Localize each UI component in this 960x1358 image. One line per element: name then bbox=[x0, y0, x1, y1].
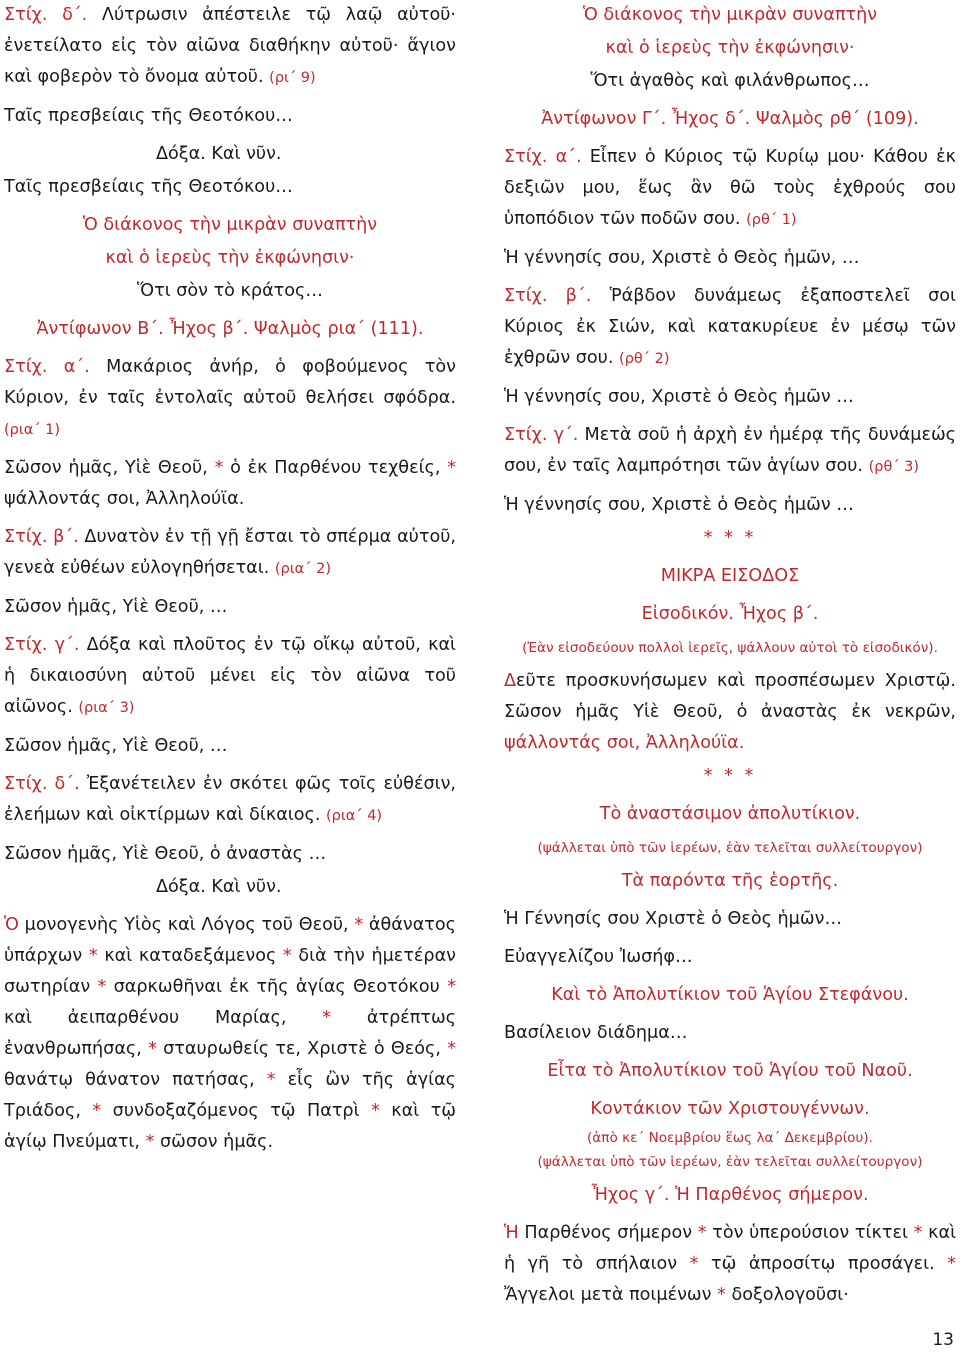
rubric-marker: * bbox=[447, 458, 456, 478]
verse-paragraph bbox=[504, 1218, 956, 1311]
rubric-marker: ψάλλοντάς σοι, Ἀλληλούϊα. bbox=[504, 733, 745, 753]
verse-reference: (ρια΄ 1) bbox=[4, 422, 61, 438]
verse-reference: (ρθ΄ 1) bbox=[746, 212, 797, 228]
verse-text: Μακάριος ἀνήρ, ὁ φοβούμενος τὸν Κύριον, ἐν ταῖς ἐντολαῖς αὐτοῦ θελήσει σφόδρα. bbox=[4, 357, 456, 408]
verse-text: Εἶπεν ὁ Κύριος τῷ Κυρίῳ μου· Κάθου ἐκ δεξιῶν μου, ἕως ἂν θῶ τοὺς ἐχθρούς σου ὑποπόδιον τῶν ποδῶν σου. bbox=[504, 147, 956, 229]
rubric-heading: Εἰσοδικόν. Ἦχος β΄. bbox=[641, 604, 819, 624]
rubric-heading: Εἶτα τὸ Ἀπολυτίκιον τοῦ Ἁγίου τοῦ Ναοῦ. bbox=[547, 1061, 913, 1081]
verse-paragraph bbox=[504, 142, 956, 236]
rubric-marker: * bbox=[717, 1285, 732, 1305]
rubric-heading: Καὶ τὸ Ἀπολυτίκιον τοῦ Ἁγίου Στεφάνου. bbox=[551, 985, 909, 1005]
hymn-line: Ἡ Γέννησίς σου Χριστὲ ὁ Θεὸς ἡμῶν… bbox=[504, 909, 843, 929]
section-divider: * * * bbox=[703, 766, 757, 786]
rubric-marker: Στίχ. γ΄. bbox=[4, 635, 87, 655]
rubric-marker: Στίχ. δ΄. bbox=[4, 5, 102, 25]
verse-paragraph bbox=[504, 666, 956, 759]
rubric-heading: Ὁ διάκονος τὴν μικρὰν συναπτὴν bbox=[582, 5, 878, 25]
rubric-heading: Ἀντίφωνον Β΄. Ἦχος β΄. Ψαλμὸς ρια΄ (111). bbox=[36, 319, 424, 339]
verse-text: Δόξα καὶ πλοῦτος ἐν τῷ οἴκῳ αὐτοῦ, καὶ ἡ δικαιοσύνη αὐτοῦ μένει εἰς τὸν αἰῶνα τοῦ αἰῶνος. bbox=[4, 635, 457, 717]
hymn-line: Ἡ γέννησίς σου, Χριστὲ ὁ Θεὸς ἡμῶν … bbox=[504, 495, 854, 515]
rubric-marker: * bbox=[371, 1101, 392, 1121]
verse-text: καὶ ἀειπαρθένου Μαρίας, bbox=[4, 1008, 323, 1028]
verse-text: Ἐξανέτειλεν ἐν σκότει φῶς τοῖς εὐθέσιν, ἐλεήμων καὶ οἰκτίρμων καὶ δίκαιος. bbox=[4, 774, 456, 825]
doxology-line: Δόξα. Καὶ νῦν. bbox=[156, 877, 282, 897]
rubric-note: (Ἐὰν εἰσοδεύουν πολλοὶ ἱερεῖς, ψάλλουν αὐτοὶ τὸ εἰσοδικόν). bbox=[522, 640, 938, 656]
verse-text: θανάτῳ θάνατον πατήσας, bbox=[4, 1070, 267, 1090]
verse-text: καὶ τῷ ἁγίῳ Πνεύματι, bbox=[4, 1101, 457, 1152]
rubric-marker: * bbox=[697, 1223, 713, 1243]
rubric-marker: Ἡ bbox=[504, 1223, 525, 1243]
verse-text: εῦτε προσκυνήσωμεν καὶ προσπέσωμεν Χριστῷ. Σῶσον ἡμᾶς Υἱὲ Θεοῦ, ὁ ἀναστὰς ἐκ νεκρῶν, bbox=[504, 671, 956, 722]
rubric-marker: Στίχ. β΄. bbox=[504, 286, 610, 306]
rubric-marker: * bbox=[913, 1223, 929, 1243]
rubric-marker: * bbox=[148, 1039, 164, 1059]
ekphonesis-line: Ὅτι ἀγαθὸς καὶ φιλάνθρωπος… bbox=[590, 71, 870, 91]
hymn-line: Ταῖς πρεσβείαις τῆς Θεοτόκου… bbox=[4, 177, 293, 197]
verse-text: μονογενὴς Υἱὸς καὶ Λόγος τοῦ Θεοῦ, bbox=[24, 915, 355, 935]
page-number: 13 bbox=[932, 1330, 954, 1350]
verse-reference: (ρθ΄ 2) bbox=[619, 351, 670, 367]
verse-text: Μετὰ σοῦ ἡ ἀρχὴ ἐν ἡμέρᾳ τῆς δυνάμεώς σου, ἐν ταῖς λαμπρότησι τῶν ἁγίων σου. bbox=[504, 425, 957, 476]
verse-paragraph bbox=[4, 630, 456, 724]
rubric-marker: * bbox=[88, 946, 105, 966]
rubric-marker: Στίχ. α΄. bbox=[4, 357, 107, 377]
verse-reference: (ρια΄ 2) bbox=[274, 561, 331, 577]
rubric-heading: καὶ ὁ ἱερεὺς τὴν ἐκφώνησιν· bbox=[105, 248, 355, 268]
rubric-marker: Ὁ bbox=[4, 915, 25, 935]
rubric-note: (ἀπὸ κε΄ Νοεμβρίου ἕως λα΄ Δεκεμβρίου). bbox=[587, 1130, 873, 1146]
rubric-marker: * bbox=[97, 977, 114, 997]
hymn-line: Ἡ γέννησίς σου, Χριστὲ ὁ Θεὸς ἡμῶν … bbox=[504, 387, 854, 407]
rubric-marker: * bbox=[689, 1254, 711, 1274]
verse-text: τῷ ἀπροσίτῳ προσάγει. bbox=[711, 1254, 948, 1274]
verse-text: καὶ καταδεξάμενος bbox=[104, 946, 283, 966]
verse-text: τὸν ὑπερούσιον τίκτει bbox=[712, 1223, 914, 1243]
verse-text: Σῶσον ἡμᾶς, Υἱὲ Θεοῦ, bbox=[4, 458, 215, 478]
rubric-marker: Στίχ. α΄. bbox=[504, 147, 590, 167]
verse-text: ψάλλοντάς σοι, Ἀλληλούϊα. bbox=[4, 489, 245, 509]
verse-text: Ῥάβδον δυνάμεως ἐξαποστελεῖ σοι Κύριος ἐκ Σιών, καὶ κατακυρίευε ἐν μέσῳ τῶν ἐχθρῶν σου. bbox=[504, 286, 956, 368]
hymn-line: Ἡ γέννησίς σου, Χριστὲ ὁ Θεὸς ἡμῶν, … bbox=[504, 248, 860, 268]
rubric-heading: ΜΙΚΡΑ ΕΙΣΟΔΟΣ bbox=[660, 566, 800, 586]
verse-text: Δυνατὸν ἐν τῇ γῇ ἔσται τὸ σπέρμα αὐτοῦ, γενεὰ εὐθέων εὐλογηθήσεται. bbox=[4, 527, 456, 578]
rubric-note: (ψάλλεται ὑπὸ τῶν ἱερέων, ἐὰν τελεῖται συλλείτουργον) bbox=[537, 1154, 923, 1170]
verse-paragraph bbox=[4, 453, 456, 515]
verse-paragraph bbox=[4, 522, 456, 585]
verse-paragraph bbox=[504, 281, 956, 375]
rubric-marker: Στίχ. β΄. bbox=[4, 527, 85, 547]
hymn-line: Βασίλειον διάδημα… bbox=[504, 1023, 688, 1043]
rubric-heading: Κοντάκιον τῶν Χριστουγέννων. bbox=[590, 1099, 870, 1119]
verse-text: σῶσον ἡμᾶς. bbox=[159, 1132, 274, 1152]
rubric-heading: Τὸ ἀναστάσιμον ἀπολυτίκιον. bbox=[599, 804, 861, 824]
verse-text: ἀτρέπτως ἐνανθρωπήσας, bbox=[4, 1008, 457, 1059]
verse-reference: (ρια΄ 3) bbox=[78, 700, 135, 716]
rubric-heading: Τὰ παρόντα τῆς ἑορτῆς. bbox=[621, 871, 839, 891]
rubric-marker: * bbox=[354, 915, 369, 935]
verse-text: διὰ τὴν ἡμετέραν σωτηρίαν bbox=[4, 946, 457, 997]
hymn-line: Σῶσον ἡμᾶς, Υἱὲ Θεοῦ, ὁ ἀναστὰς … bbox=[4, 844, 327, 864]
verse-text: συνδοξαζόμενος τῷ Πατρὶ bbox=[112, 1101, 372, 1121]
verse-reference: (ρθ΄ 3) bbox=[868, 459, 920, 475]
rubric-marker: * bbox=[447, 1039, 457, 1059]
verse-text: Ἄγγελοι μετὰ ποιμένων bbox=[504, 1285, 718, 1305]
verse-text: εἷς ὢν τῆς ἁγίας Τριάδος, bbox=[4, 1070, 456, 1121]
rubric-note: (ψάλλεται ὑπὸ τῶν ἱερέων, ἐὰν τελεῖται συλλείτουργον) bbox=[537, 840, 923, 856]
rubric-marker: Στίχ. γ΄. bbox=[504, 425, 585, 445]
rubric-marker: * bbox=[92, 1101, 113, 1121]
verse-text: Λύτρωσιν ἀπέστειλε τῷ λαῷ αὐτοῦ· ἐνετείλατο εἰς τὸν αἰῶνα διαθήκην αὐτοῦ· ἅγιον καὶ φοβερὸν τὸ ὄνομα αὐτοῦ. bbox=[4, 5, 456, 87]
verse-text: σταυρωθείς τε, Χριστὲ ὁ Θεός, bbox=[163, 1039, 448, 1059]
verse-reference: (ρι΄ 9) bbox=[269, 70, 316, 86]
verse-paragraph bbox=[4, 0, 456, 94]
rubric-heading: Ὁ διάκονος τὴν μικρὰν συναπτὴν bbox=[82, 215, 378, 235]
rubric-marker: * bbox=[322, 1008, 367, 1028]
rubric-heading: Ἀντίφωνον Γ΄. Ἦχος δ΄. Ψαλμὸς ρθ΄ (109). bbox=[541, 109, 919, 129]
rubric-marker: * bbox=[145, 1132, 160, 1152]
ekphonesis-line: Ὅτι σὸν τὸ κράτος… bbox=[137, 281, 323, 301]
hymn-line: Σῶσον ἡμᾶς, Υἱὲ Θεοῦ, … bbox=[4, 597, 228, 617]
verse-paragraph bbox=[504, 420, 956, 483]
doxology-line: Δόξα. Καὶ νῦν. bbox=[156, 144, 282, 164]
rubric-marker: * bbox=[947, 1254, 957, 1274]
verse-paragraph bbox=[4, 910, 456, 1158]
verse-text: δοξολογοῦσι· bbox=[731, 1285, 849, 1305]
rubric-marker: * bbox=[214, 458, 231, 478]
rubric-marker: Στίχ. δ΄. bbox=[4, 774, 87, 794]
rubric-marker: * bbox=[282, 946, 299, 966]
hymn-line: Εὐαγγελίζου Ἰωσήφ… bbox=[504, 947, 693, 967]
verse-text: ἀθάνατος ὑπάρχων bbox=[4, 915, 456, 966]
verse-text: Παρθένος σήμερον bbox=[524, 1223, 698, 1243]
hymn-line: Ταῖς πρεσβείαις τῆς Θεοτόκου… bbox=[4, 106, 293, 126]
verse-text: καὶ ἡ γῆ τὸ σπήλαιον bbox=[504, 1223, 957, 1274]
verse-text: ὁ ἐκ Παρθένου τεχθείς, bbox=[230, 458, 448, 478]
section-divider: * * * bbox=[703, 528, 757, 548]
right-column bbox=[504, 0, 956, 1311]
rubric-marker: * bbox=[266, 1070, 288, 1090]
verse-paragraph bbox=[4, 769, 456, 832]
verse-paragraph bbox=[4, 352, 456, 446]
rubric-heading: καὶ ὁ ἱερεὺς τὴν ἐκφώνησιν· bbox=[605, 38, 855, 58]
left-column bbox=[4, 0, 456, 1158]
verse-text: σαρκωθῆναι ἐκ τῆς ἁγίας Θεοτόκου bbox=[113, 977, 448, 997]
rubric-marker: * bbox=[447, 977, 456, 997]
verse-reference: (ρια΄ 4) bbox=[326, 808, 383, 824]
rubric-marker: Δ bbox=[504, 671, 517, 691]
hymn-line: Σῶσον ἡμᾶς, Υἱὲ Θεοῦ, … bbox=[4, 736, 228, 756]
rubric-heading: Ἦχος γ΄. Ἡ Παρθένος σήμερον. bbox=[591, 1185, 869, 1205]
